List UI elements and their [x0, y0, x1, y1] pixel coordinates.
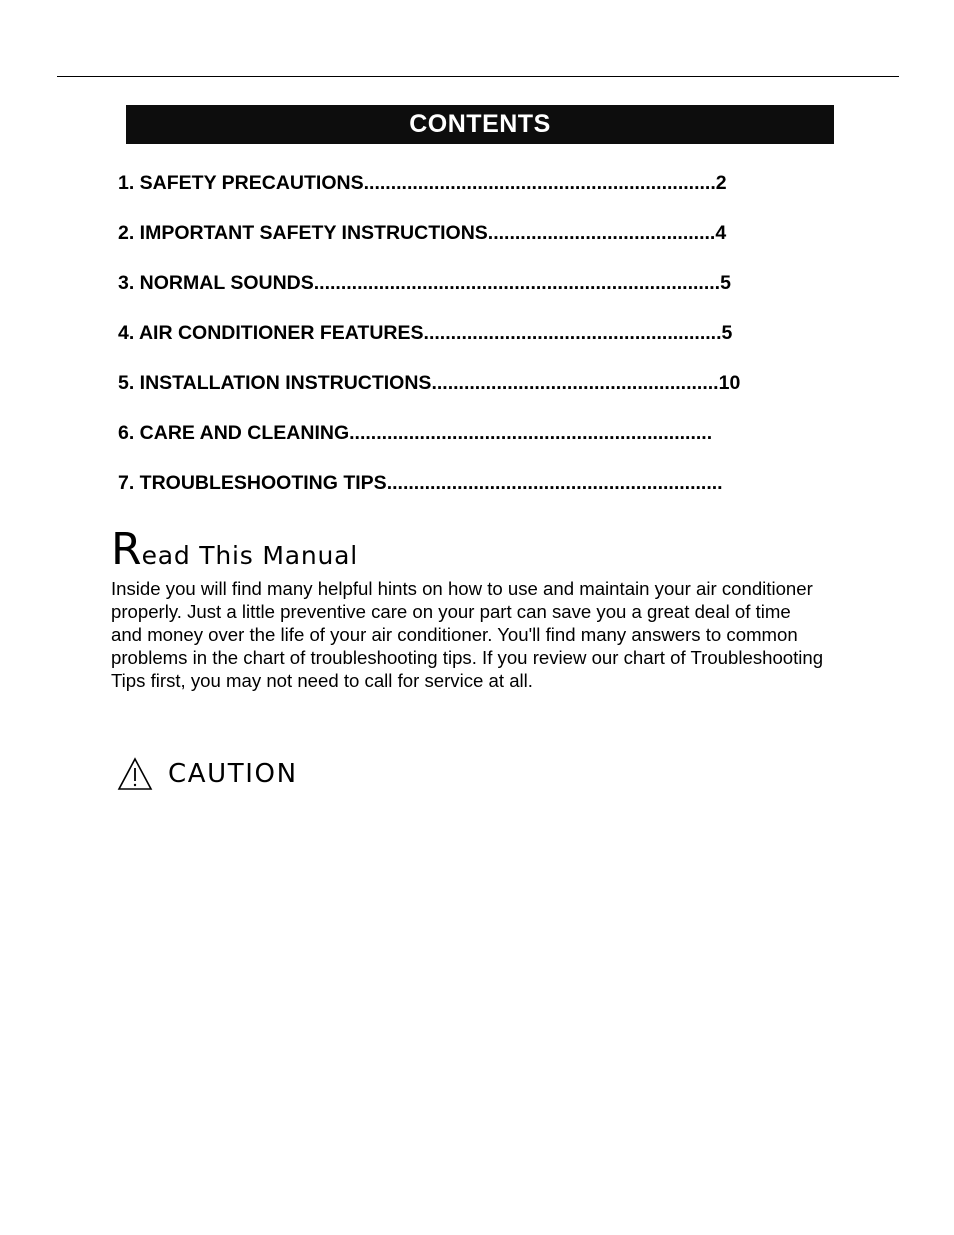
toc-entry-title: 4. AIR CONDITIONER FEATURES	[118, 322, 424, 344]
read-manual-heading-rest: ead This Manual	[141, 541, 358, 570]
body-line: properly. Just a little preventive care on your part can save you a great deal of time	[111, 601, 791, 622]
toc-entry-safety-precautions	[118, 172, 838, 222]
toc-entry-title: 5. INSTALLATION INSTRUCTIONS	[118, 372, 432, 394]
read-manual-body	[111, 577, 891, 692]
toc-entry-title: 3. NORMAL SOUNDS	[118, 272, 314, 294]
contents-heading-bar	[126, 105, 834, 144]
warning-triangle-icon	[117, 757, 153, 791]
toc-entry-title: 1. SAFETY PRECAUTIONS	[118, 172, 364, 194]
toc-entry-title: 7. TROUBLESHOOTING TIPS	[118, 472, 387, 494]
body-line: Inside you will find many helpful hints on how to use and maintain your air conditioner	[111, 578, 813, 599]
toc-entry-page: 10	[718, 372, 741, 394]
toc-entry-page: 5	[721, 322, 733, 344]
read-manual-heading	[111, 524, 358, 575]
toc-entry-troubleshooting-tips	[118, 472, 838, 522]
toc-entry-title: 6. CARE AND CLEANING	[118, 422, 350, 444]
body-line: problems in the chart of troubleshooting tips. If you review our chart of Troubleshooting	[111, 647, 824, 668]
toc-entry-leader: ..............................................................	[386, 472, 723, 494]
toc-entry-care-and-cleaning	[118, 422, 838, 472]
body-line: Tips first, you may not need to call for service at all.	[111, 670, 533, 691]
table-of-contents	[118, 172, 838, 522]
toc-entry-title: 2. IMPORTANT SAFETY INSTRUCTIONS	[118, 222, 488, 244]
read-manual-heading-initial: R	[111, 524, 142, 575]
toc-entry-leader: ...................................................................	[349, 422, 713, 444]
caution-heading	[117, 757, 298, 791]
toc-entry-leader: .....................................................	[431, 372, 719, 394]
toc-entry-air-conditioner-features	[118, 322, 838, 372]
toc-entry-installation-instructions	[118, 372, 838, 422]
toc-entry-leader: ...........................................................................	[313, 272, 721, 294]
toc-entry-page: 4	[715, 222, 727, 244]
toc-entry-important-safety-instructions	[118, 222, 838, 272]
toc-entry-leader: .......................................................	[423, 322, 722, 344]
toc-entry-page: 2	[715, 172, 727, 194]
body-line: and money over the life of your air conditioner. You'll find many answers to common	[111, 624, 798, 645]
header-rule	[57, 76, 899, 77]
toc-entry-normal-sounds	[118, 272, 838, 322]
toc-entry-leader: .................................................................	[363, 172, 716, 194]
contents-heading: CONTENTS	[409, 110, 551, 138]
toc-entry-leader: ..........................................	[487, 222, 716, 244]
caution-label: CAUTION	[168, 759, 298, 789]
toc-entry-page: 5	[720, 272, 731, 294]
